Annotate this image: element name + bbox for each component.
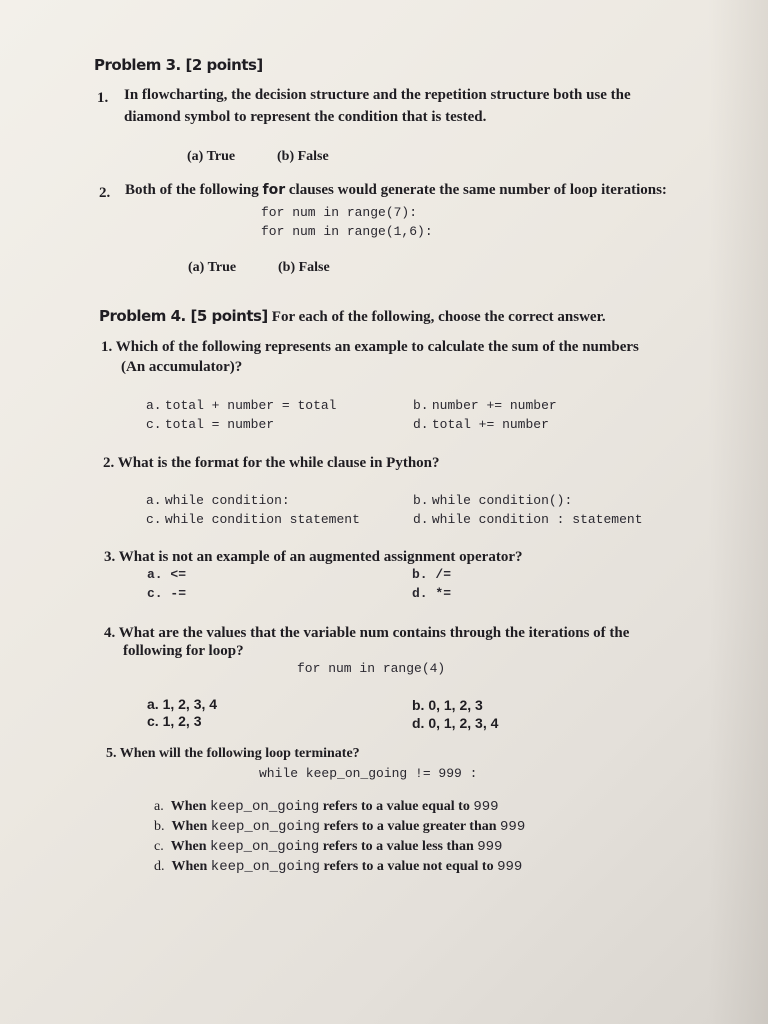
p4-q1-option-b-code: number += number — [431, 398, 557, 413]
p4-q5-option-a[interactable] — [154, 799, 499, 815]
p4-q5-option-d-label: d. — [154, 859, 165, 874]
p4-q3-text: 3. What is not an example of an augmented assignment operator? — [104, 549, 523, 565]
p3-q2-text-pre: Both of the following — [125, 182, 263, 198]
p4-q5-option-d[interactable] — [154, 859, 522, 875]
problem-4-header — [99, 307, 606, 326]
p4-q2-option-a-label: a. — [146, 493, 162, 508]
p3-q2-code-2: for num in range(1,6): — [261, 224, 433, 239]
p4-q1-option-a-label: a. — [146, 398, 162, 413]
p4-q1-option-a[interactable] — [146, 397, 337, 413]
p4-q1-option-a-code: total + number = total — [164, 398, 337, 413]
p4-q5-option-b-code: keep_on_going — [210, 819, 321, 835]
problem-3-heading: Problem 3. [2 points] — [94, 56, 263, 74]
p4-q2-option-d-label: d. — [413, 512, 429, 527]
problem-4-intro: For each of the following, choose the correct answer. — [271, 309, 606, 325]
p4-q4-text-line1: 4. What are the values that the variable num contains through the iterations of the — [104, 625, 630, 641]
p4-q3-option-b[interactable]: b. /= — [412, 567, 452, 582]
p4-q2-option-d-code: while condition : statement — [431, 512, 643, 527]
p4-q1-text-line2: (An accumulator)? — [121, 359, 243, 375]
p4-q5-text: 5. When will the following loop terminate? — [106, 746, 360, 761]
p3-q1-text-line2: diamond symbol to represent the condition that is tested. — [124, 109, 487, 125]
p4-q4-option-c[interactable]: c. 1, 2, 3 — [147, 713, 202, 729]
p4-q5-option-d-pre: When — [171, 859, 211, 874]
problem-4-heading: Problem 4. [5 points] — [99, 307, 268, 325]
p4-q5-option-b[interactable] — [154, 819, 525, 835]
p3-q1-option-b[interactable]: (b) False — [277, 149, 329, 164]
p4-q1-option-c[interactable] — [146, 416, 274, 432]
p4-q2-option-c-label: c. — [146, 512, 162, 527]
p4-q2-text: 2. What is the format for the while clause in Python? — [103, 455, 440, 471]
p3-q2-code-1: for num in range(7): — [261, 205, 418, 220]
p4-q5-option-c-label: c. — [154, 839, 164, 854]
p4-q1-option-b-label: b. — [413, 398, 429, 413]
p4-q3-option-c[interactable]: c. -= — [147, 586, 187, 601]
p4-q5-option-b-label: b. — [154, 819, 165, 834]
p3-q1-text-line1: In flowcharting, the decision structure and the repetition structure both use the — [124, 87, 631, 103]
p4-q2-option-a[interactable] — [146, 492, 290, 508]
p4-q5-option-a-mid: refers to a value equal to — [319, 799, 474, 814]
p4-q2-option-a-code: while condition: — [164, 493, 290, 508]
p4-q5-option-d-num: 999 — [497, 859, 523, 875]
p4-q5-option-c[interactable] — [154, 839, 502, 855]
p4-q2-option-b-code: while condition(): — [431, 493, 573, 508]
p4-q5-option-a-num: 999 — [473, 799, 499, 815]
p4-q5-option-c-num: 999 — [477, 839, 503, 855]
p4-q5-option-d-code: keep_on_going — [210, 859, 321, 875]
p4-q4-option-b[interactable]: b. 0, 1, 2, 3 — [412, 697, 483, 713]
p4-q2-option-b-label: b. — [413, 493, 429, 508]
p3-q1-option-a[interactable]: (a) True — [187, 149, 236, 164]
p4-q4-option-d[interactable]: d. 0, 1, 2, 3, 4 — [412, 715, 499, 731]
p4-q2-option-c[interactable] — [146, 511, 360, 527]
p4-q1-option-d[interactable] — [413, 416, 549, 432]
p4-q1-option-c-code: total = number — [164, 417, 275, 432]
p4-q4-text-line2: following for loop? — [123, 643, 244, 659]
p4-q3-option-d[interactable]: d. *= — [412, 586, 452, 601]
p3-q2-text — [125, 182, 667, 199]
p4-q4-option-a[interactable]: a. 1, 2, 3, 4 — [147, 696, 218, 712]
p4-q5-option-a-label: a. — [154, 799, 164, 814]
p4-q2-option-c-code: while condition statement — [164, 512, 360, 527]
p3-q2-text-post: clauses would generate the same number of loop iterations: — [285, 182, 667, 198]
p3-q1-number: 1. — [97, 90, 109, 106]
p3-q2-number: 2. — [99, 185, 111, 201]
p4-q5-option-d-mid: refers to a value not equal to — [320, 859, 498, 874]
p4-q5-code: while keep_on_going != 999 : — [259, 766, 478, 781]
p4-q1-option-d-label: d. — [413, 417, 429, 432]
p3-q2-text-for: for — [262, 182, 286, 198]
p4-q4-code: for num in range(4) — [297, 661, 446, 676]
p4-q5-option-b-pre: When — [171, 819, 211, 834]
p4-q1-text-line1: 1. Which of the following represents an example to calculate the sum of the numbers — [101, 339, 639, 355]
p4-q5-option-a-code: keep_on_going — [210, 799, 320, 815]
p4-q3-option-a[interactable]: a. <= — [147, 567, 187, 582]
p4-q1-option-c-label: c. — [146, 417, 162, 432]
p4-q1-option-b[interactable] — [413, 397, 557, 413]
p4-q5-option-a-pre: When — [170, 799, 211, 814]
p4-q2-option-b[interactable] — [413, 492, 572, 508]
p4-q5-option-b-mid: refers to a value greater than — [320, 819, 501, 834]
p3-q2-option-a[interactable]: (a) True — [188, 260, 237, 275]
p4-q1-option-d-code: total += number — [431, 417, 549, 432]
p4-q2-option-d[interactable] — [413, 511, 643, 527]
p3-q2-option-b[interactable]: (b) False — [278, 260, 330, 275]
p4-q5-option-c-code: keep_on_going — [210, 839, 320, 855]
p4-q5-option-c-mid: refers to a value less than — [319, 839, 478, 854]
p4-q5-option-c-pre: When — [170, 839, 211, 854]
p4-q5-option-b-num: 999 — [500, 819, 526, 835]
